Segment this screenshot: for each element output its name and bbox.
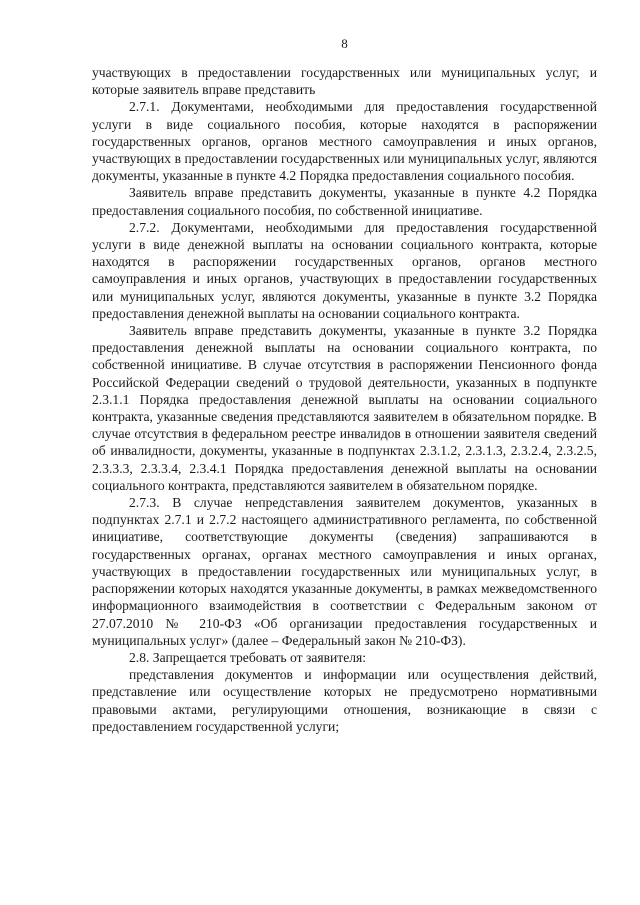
paragraph-2-7-3: 2.7.3. В случае непредставления заявителем документов, указанных в подпунктах 2.7.1 и 2.7.2 настоящего административного регламента, по собственной инициативе, соответствующие документы (сведения) запрашиваются в государственных органах, органах местного самоуправления и иных органах, участвующих в предоставлении государственных или муниципальных услуг, в распоряжении которых находятся указанные документы, в рамках межведомственного информационного взаимодействия в соответствии с Федеральным законом от 27.07.2010 № 210-ФЗ «Об организации предоставления государственных и муниципальных услуг» (далее – Федеральный закон № 210-ФЗ). bbox=[92, 495, 597, 648]
paragraph-applicant-right-4-2: Заявитель вправе представить документы, указанные в пункте 4.2 Порядка предоставления социального пособия, по собственной инициативе. bbox=[92, 185, 597, 218]
paragraph-2-7-2: 2.7.2. Документами, необходимыми для предоставления государственной услуги в виде денежной выплаты на основании социального контракта, которые находятся в распоряжении государственных органов, органов местного самоуправления и иных органов, участвующих в предоставлении государственных или муниципальных услуг, являются документы, указанные в пункте 3.2 Порядка предоставления денежной выплаты на основании социального контракта. bbox=[92, 219, 597, 321]
paragraph-2-8-item-1: представления документов и информации или осуществления действий, представление или осуществление которых не предусмотрено нормативными правовыми актами, регулирующими отношения, возникающие в связи с предоставлением государственной услуги; bbox=[92, 667, 597, 734]
paragraph-2-8: 2.8. Запрещается требовать от заявителя: bbox=[129, 649, 367, 665]
paragraph-2-7-1: 2.7.1. Документами, необходимыми для предоставления государственной услуги в виде социального пособия, которые находятся в распоряжении государственных органов, органов местного самоуправления и иных органов, участвующих в предоставлении государственных или муниципальных услуг, являются документы, указанные в пункте 4.2 Порядка предоставления социального пособия. bbox=[92, 99, 597, 184]
paragraph-applicant-right-3-2: Заявитель вправе представить документы, указанные в пункте 3.2 Порядка предоставления денежной выплаты на основании социального контракта, по собственной инициативе. В случае отсутствия в распоряжении Пенсионного фонда Российской Федерации сведений о трудовой деятельности, указанных в подпункте 2.3.1.1 Порядка предоставления денежной выплаты на основании социального контракта, указанные сведения представляются заявителем в обязательном порядке. В случае отсутствия в федеральном реестре инвалидов в отношении заявителя сведений об инвалидности, документы, указанные в подпунктах 2.3.1.2, 2.3.1.3, 2.3.2.4, 2.3.2.5, 2.3.3.3, 2.3.3.4, 2.3.4.1 Порядка предоставления денежной выплаты на основании социального контракта, представляются заявителем в обязательном порядке. bbox=[92, 323, 597, 493]
page-number: 8 bbox=[341, 36, 348, 51]
document-body bbox=[92, 64, 597, 735]
paragraph-continuation: участвующих в предоставлении государственных или муниципальных услуг, и которые заявитель вправе представить bbox=[92, 65, 597, 98]
